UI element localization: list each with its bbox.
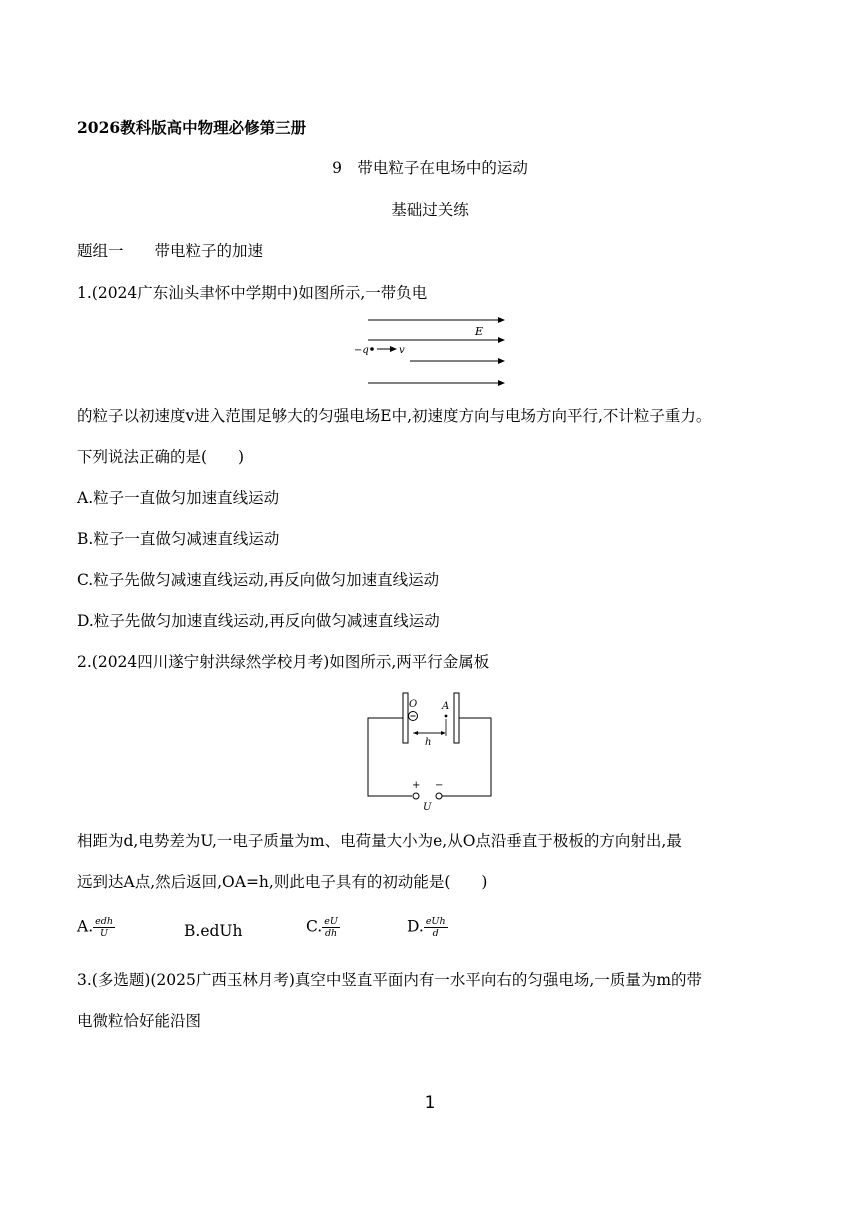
label-h: h [425,737,432,748]
charge-dot [370,347,374,351]
q1-option-a: A.粒子一直做匀加速直线运动 [77,489,280,507]
q2-option-c: C. $\frac{eU}{dh}$ [306,916,338,939]
point-A [445,715,448,718]
right-plate [454,693,459,743]
subtitle: 基础过关练 [391,201,469,219]
page-number: 1 [424,1093,436,1113]
terminal-plus [413,793,419,799]
label-charge: −q [354,345,369,356]
label-U: U [423,802,432,812]
label-E: E [475,325,484,338]
q2-stem-line1: 2.(2024四川遂宁射洪绿然学校月考)如图所示,两平行金属板 [77,653,490,671]
q1-stem-line3: 下列说法正确的是( ) [77,448,245,466]
left-plate [403,693,408,743]
q1-option-d: D.粒子先做匀加速直线运动,再反向做匀减速直线运动 [77,612,440,630]
q2-stem-line2: 相距为d,电势差为U,一电子质量为m、电荷量大小为e,从O点沿垂直于极板的方向射出,最 [77,832,682,850]
label-A: A [442,701,450,712]
q3-stem-line1: 3.(多选题)(2025广西玉林月考)真空中竖直平面内有一水平向右的匀强电场,一质量为m的带 [77,971,703,989]
q2-figure-parallel-plates [362,690,497,812]
label-plus: + [412,780,421,791]
label-v: v [399,345,405,356]
q2-option-d: D. $\frac{\text{eUh}}{d}$ [407,916,446,939]
label-minus: − [435,780,444,791]
q2-option-a: A. $\frac{\text{edh}}{U}$ [77,916,113,939]
q1-option-b: B.粒子一直做匀减速直线运动 [77,530,280,548]
terminal-minus [436,793,442,799]
q2-stem-line3: 远到达A点,然后返回,OA=h,则此电子具有的初动能是( ) [77,873,488,891]
section-title: 9 带电粒子在电场中的运动 [332,159,528,177]
label-O: O [409,699,418,710]
q1-stem-line1: 1.(2024广东汕头聿怀中学期中)如图所示,一带负电 [77,284,428,302]
q1-stem-line2: 的粒子以初速度v进入范围足够大的匀强电场E中,初速度方向与电场方向平行,不计粒子重力。 [77,407,712,425]
document-header: 2026教科版高中物理必修第三册 [77,118,307,137]
group-heading: 题组一 带电粒子的加速 [77,242,264,260]
q1-option-c: C.粒子先做匀减速直线运动,再反向做匀加速直线运动 [77,571,440,589]
q3-stem-line2: 电微粒恰好能沿图 [77,1012,202,1030]
q2-option-b: B.edUh [184,922,243,940]
q1-figure-electric-field [350,313,515,391]
